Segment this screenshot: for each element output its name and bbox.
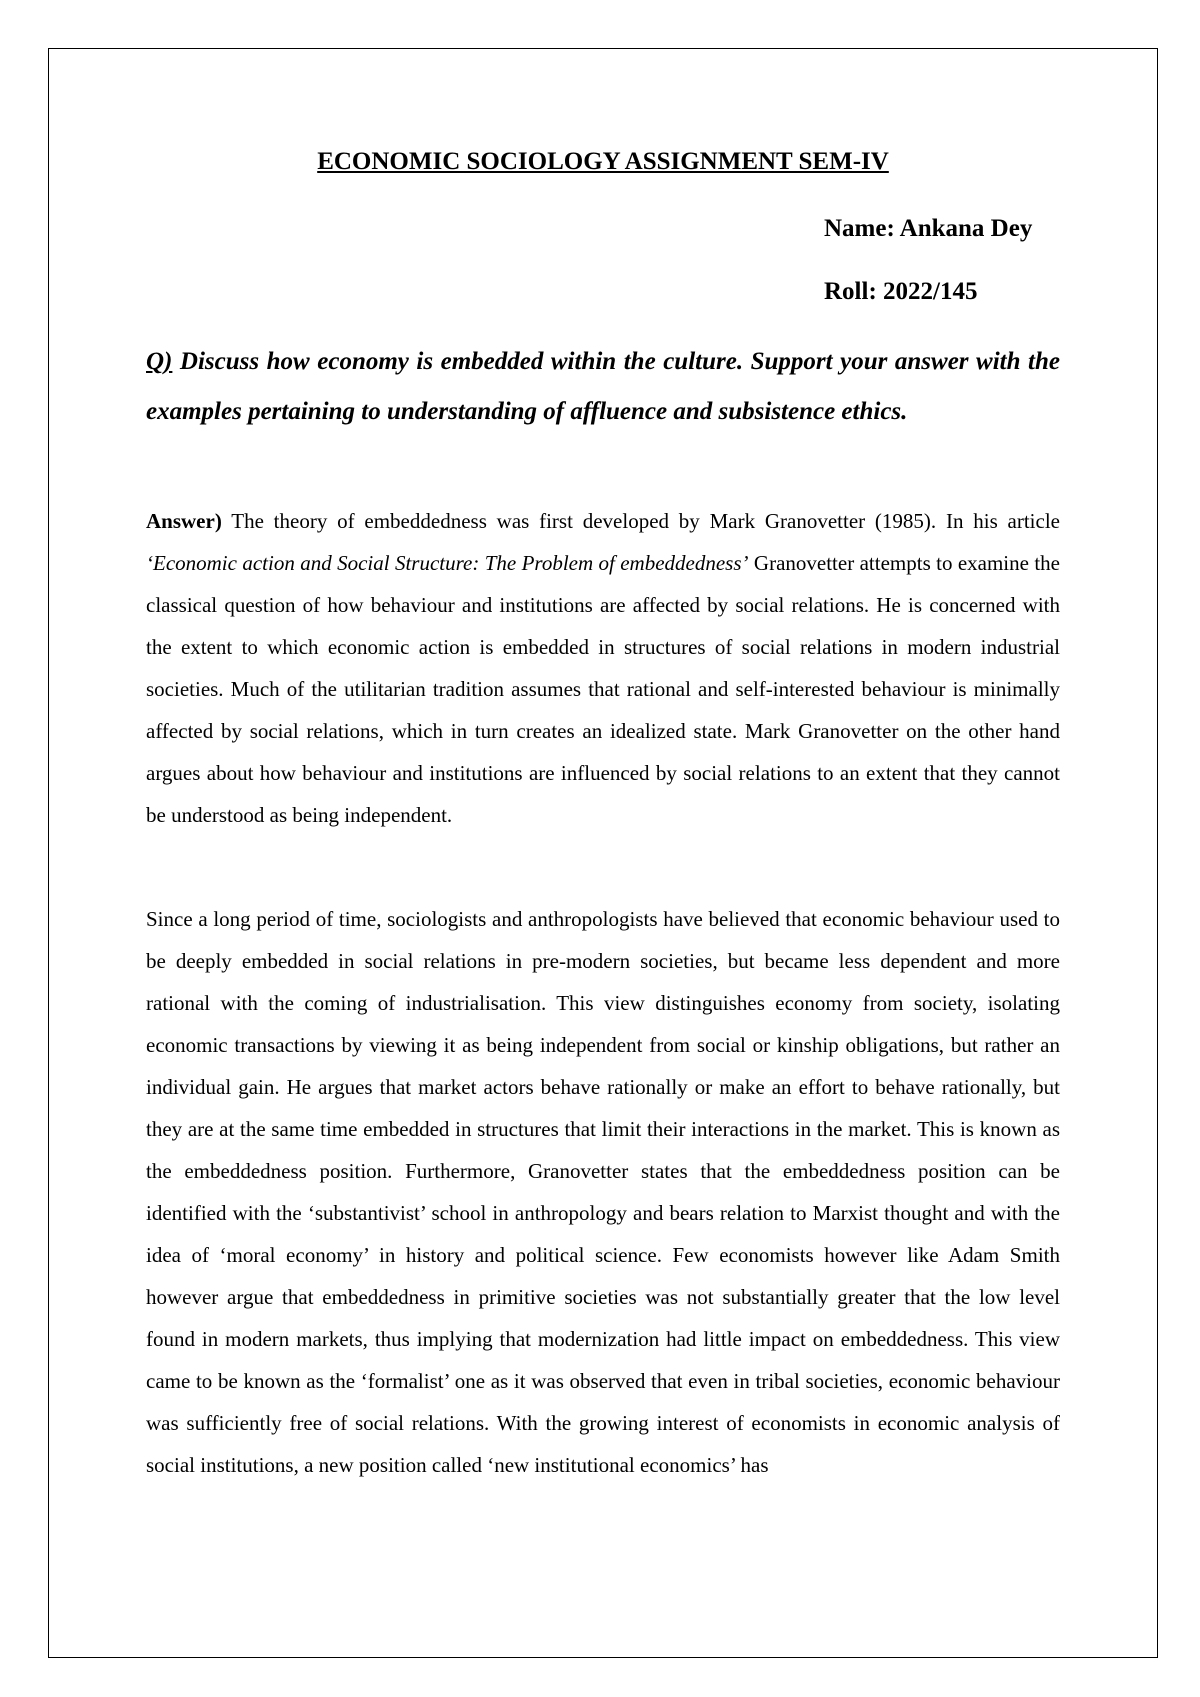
question <box>146 337 1060 437</box>
answer-text-part-2: Granovetter attempts to examine the classical question of how behaviour and institutions are affected by social relations. He is concerned with the extent to which economic action is embedded in structures of social relations in modern industrial societies. Much of the utilitarian tradition assumes that rational and self-interested behaviour is minimally affected by social relations, which in turn creates an idealized state. Mark Granovetter on the other hand argues about how behaviour and institutions are influenced by social relations to an extent that they cannot be understood as being independent. <box>146 551 1061 827</box>
answer-label: Answer) <box>146 509 222 533</box>
question-prefix: Q) <box>146 348 173 375</box>
article-title: ‘Economic action and Social Structure: The Problem of embeddedness’ <box>146 551 749 575</box>
answer-paragraph-2: Since a long period of time, sociologists and anthropologists have believed that economic behaviour used to be deeply embedded in social relations in pre-modern societies, but became less dependent and more rational with the coming of industrialisation. This view distinguishes economy from society, isolating economic transactions by viewing it as being independent from social or kinship obligations, but rather an individual gain. He argues that market actors behave rationally or make an effort to behave rationally, but they are at the same time embedded in structures that limit their interactions in the market. This is known as the embeddedness position. Furthermore, Granovetter states that the embeddedness position can be identified with the ‘substantivist’ school in anthropology and bears relation to Marxist thought and with the idea of ‘moral economy’ in history and political science. Few economists however like Adam Smith however argue that embeddedness in primitive societies was not substantially greater that the low level found in modern markets, thus implying that modernization had little impact on embeddedness. This view came to be known as the ‘formalist’ one as it was observed that even in tribal societies, economic behaviour was sufficiently free of social relations. With the growing interest of economists in economic analysis of social institutions, a new position called ‘new institutional economics’ has <box>146 907 1060 1477</box>
roll-number: Roll: 2022/145 <box>824 278 978 305</box>
student-name: Name: Ankana Dey <box>824 215 1033 242</box>
answer-text-part-1: The theory of embeddedness was first developed by Mark Granovetter (1985). In his article <box>231 509 1060 533</box>
document-title: ECONOMIC SOCIOLOGY ASSIGNMENT SEM-IV <box>317 148 889 175</box>
answer-paragraph-1 <box>146 500 1060 836</box>
question-text: Discuss how economy is embedded within the culture. Support your answer with the examples pertaining to understanding of affluence and subsistence ethics. <box>146 348 1060 425</box>
